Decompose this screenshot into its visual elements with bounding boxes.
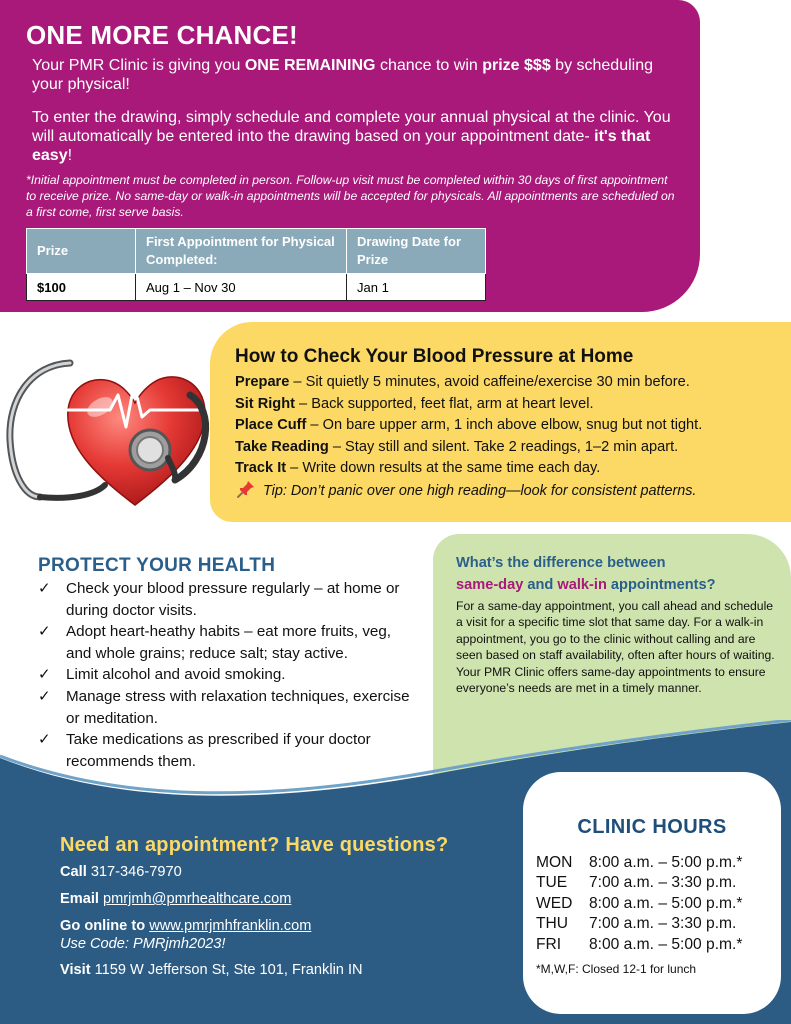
list-item-text: Manage stress with relaxation techniques, exercise or meditation. (66, 687, 410, 727)
bp-step-label: Take Reading (235, 438, 329, 455)
hours-note: *M,W,F: Closed 12-1 for lunch (536, 962, 697, 976)
bp-step (235, 458, 775, 480)
checkmark-icon: ✓ (38, 687, 51, 705)
list-item-text: Limit alcohol and avoid smoking. (66, 666, 286, 684)
contact-phone (60, 864, 182, 880)
promo-enter (32, 108, 682, 165)
same-day-term: same-day (456, 577, 524, 593)
list-item (38, 664, 418, 686)
call-label: Call (60, 864, 87, 880)
hours-row (536, 894, 742, 914)
difference-title-and: and (523, 577, 558, 593)
promo-title: ONE MORE CHANCE! (26, 20, 298, 50)
list-item (38, 621, 418, 664)
bp-step-text: – Stay still and silent. Take 2 readings, 1–2 min apart. (328, 438, 679, 455)
bp-step (235, 394, 775, 416)
promo-intro-prize: prize $$$ (482, 57, 551, 74)
hours-row (536, 914, 742, 934)
online-label: Go online to (60, 918, 146, 934)
bp-step-text: – On bare upper arm, 1 inch above elbow, snug but not tight. (306, 417, 703, 433)
bp-step-text: – Sit quietly 5 minutes, avoid caffeine/exercise 30 min before. (289, 374, 690, 390)
hours-time: 8:00 a.m. – 5:00 p.m.* (589, 894, 743, 912)
prize-table-header: Prize (27, 229, 136, 274)
clinic-hours-table (536, 853, 742, 955)
promo-enter-text: To enter the drawing, simply schedule and complete your annual physical at the clinic. You will automatically be entered into the drawing based on your appointment date- (32, 109, 671, 145)
contact-address (60, 962, 363, 978)
difference-title-2 (456, 577, 716, 593)
website-link[interactable]: www.pmrjmhfranklin.com (149, 918, 312, 934)
prize-table-cell: $100 (27, 274, 136, 301)
protect-list (38, 578, 418, 772)
bp-step-label: Track It (235, 460, 287, 476)
hours-time: 8:00 a.m. – 5:00 p.m.* (589, 854, 743, 871)
bp-step-label: Prepare (235, 374, 290, 390)
list-item-text: Check your blood pressure regularly – at home or during doctor visits. (66, 580, 400, 619)
bp-steps-list (235, 372, 775, 480)
bp-tip-text: Tip: Don’t panic over one high reading—look for consistent patterns. (263, 483, 697, 499)
prize-table-cell: Aug 1 – Nov 30 (136, 274, 347, 301)
contact-online (60, 918, 311, 934)
list-item-text: Adopt heart-heathy habits – eat more fruits, veg, and whole grains; reduce salt; stay active. (66, 623, 392, 662)
difference-body: For a same-day appointment, you call ahead and schedule a visit for a specific time slot that same day. For a walk-in appointment, you go to the clinic without calling and are seen based on staff availability, often after hours of waiting. Your PMR Clinic offers same-day appointments to ensure everyone’s needs are met in a timely manner. (456, 599, 775, 696)
checkmark-icon: ✓ (38, 623, 51, 641)
prize-table-cell: Jan 1 (347, 274, 486, 301)
promo-enter-bold: it's that easy (32, 128, 651, 164)
bp-title: How to Check Your Blood Pressure at Home (235, 346, 634, 367)
visit-label: Visit (60, 962, 91, 978)
hours-time: 7:00 a.m. – 3:30 p.m. (589, 915, 737, 933)
list-item (38, 686, 418, 729)
prize-table (26, 228, 486, 301)
promo-intro (32, 56, 682, 94)
promo-fine-print: *Initial appointment must be completed in person. Follow-up visit must be completed within 30 days of first appointment to receive prize. No same-day or walk-in appointments will be accepted for physicals. All appointments are scheduled on a first come, first serve basis. (26, 173, 675, 219)
address-text: 1159 W Jefferson St, Ste 101, Franklin IN (90, 962, 363, 978)
promo-intro-text-3: by scheduling your physical! (32, 57, 654, 93)
bp-step-text: – Write down results at the same time each day. (286, 460, 601, 476)
promo-intro-text: Your PMR Clinic is giving you (32, 57, 245, 74)
hours-row (536, 935, 742, 955)
use-code: Use Code: PMRjmh2023! (60, 936, 226, 952)
contact-email (60, 891, 291, 907)
hours-day: THU (536, 915, 569, 933)
clinic-hours-title: CLINIC HOURS (577, 816, 727, 838)
bp-step (235, 372, 775, 394)
protect-title: PROTECT YOUR HEALTH (38, 555, 276, 576)
contact-title: Need an appointment? Have questions? (60, 834, 449, 856)
list-item-text: Take medications as prescribed if your doctor recommends them. (66, 731, 371, 770)
hours-time: 7:00 a.m. – 3:30 p.m. (589, 874, 737, 892)
checkmark-icon: ✓ (38, 666, 51, 684)
pushpin-icon (237, 480, 255, 498)
list-item (38, 729, 418, 772)
promo-enter-end: ! (67, 147, 73, 164)
hours-time: 8:00 a.m. – 5:00 p.m.* (589, 935, 743, 953)
bp-step (235, 437, 775, 459)
bp-step-text: – Back supported, feet flat, arm at heart level. (295, 395, 594, 412)
bp-step-label: Place Cuff (235, 417, 307, 433)
email-label: Email (60, 891, 99, 907)
bp-step (235, 415, 775, 437)
prize-table-header: Drawing Date for Prize (347, 229, 486, 274)
hours-day: TUE (536, 874, 568, 892)
promo-intro-bold: ONE REMAINING (244, 57, 376, 74)
difference-title: What’s the difference between (456, 555, 666, 571)
promo-intro-text-2: chance to win (375, 57, 483, 74)
heart-stethoscope-icon (0, 355, 240, 520)
checkmark-icon: ✓ (38, 580, 51, 597)
bp-step-label: Sit Right (235, 395, 295, 412)
hours-row (536, 873, 742, 893)
phone-number[interactable]: 317-346-7970 (86, 864, 182, 880)
difference-title-end: appointments? (606, 577, 716, 593)
hours-day: MON (536, 854, 573, 871)
hours-day: WED (536, 894, 573, 912)
walk-in-term: walk-in (557, 577, 607, 593)
checkmark-icon: ✓ (38, 731, 51, 749)
email-link[interactable]: pmrjmh@pmrhealthcare.com (103, 891, 292, 907)
bp-tip (237, 480, 696, 499)
hours-row (536, 853, 742, 873)
hours-day: FRI (536, 935, 562, 953)
list-item (38, 578, 418, 621)
prize-table-header: First Appointment for Physical Completed: (136, 229, 347, 274)
